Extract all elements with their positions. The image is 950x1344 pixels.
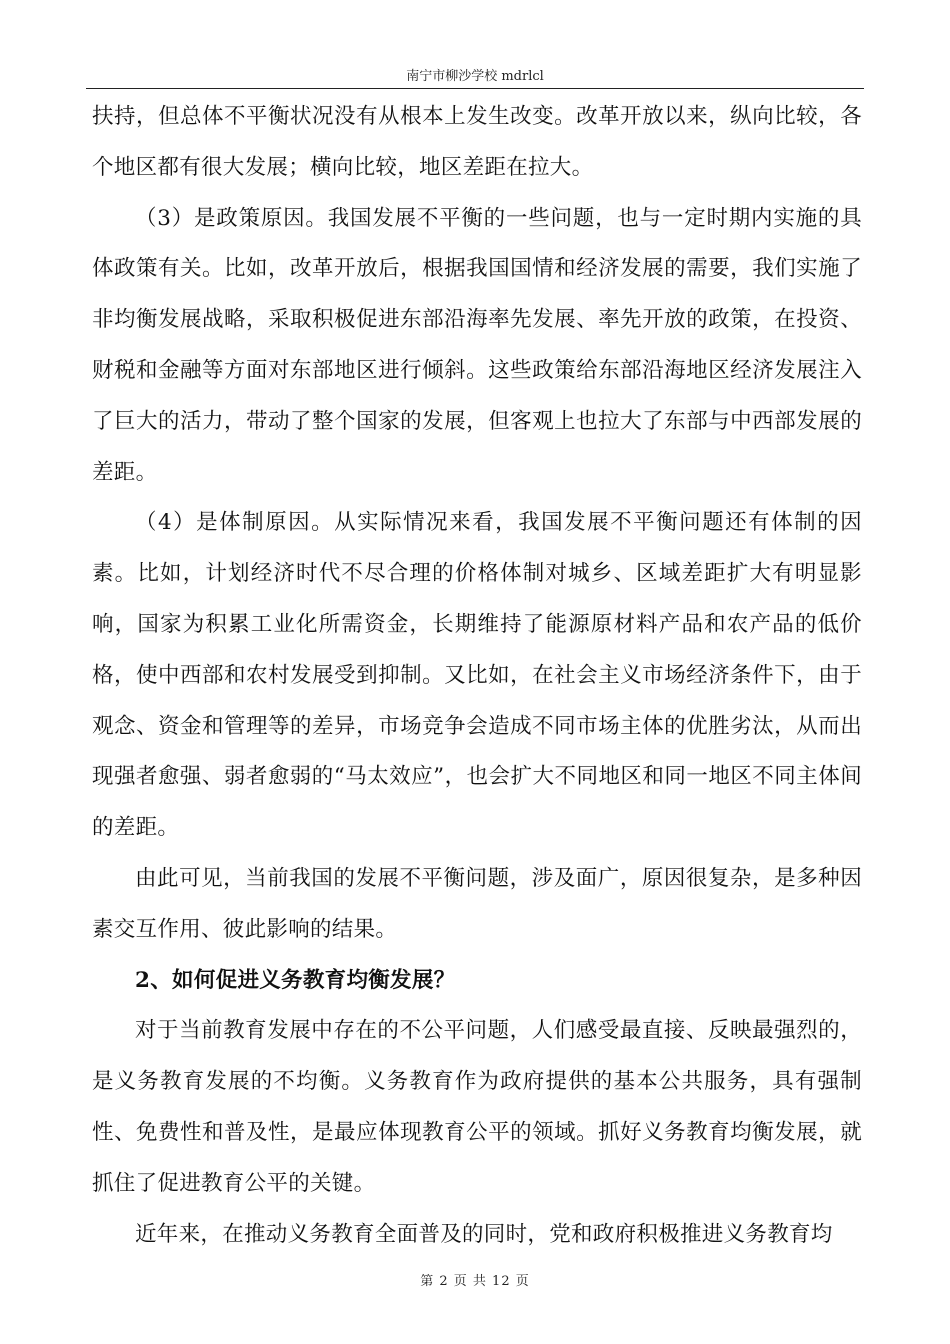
paragraph-recent-years: 近年来，在推动义务教育全面普及的同时，党和政府积极推进义务教育均 bbox=[135, 1221, 833, 1247]
section-heading: 2、如何促进义务教育均衡发展？ bbox=[135, 967, 456, 993]
paragraph-conclusion: 由此可见，当前我国的发展不平衡问题，涉及面广，原因很复杂，是多种因素交互作用、彼此影响的结果。 bbox=[92, 865, 862, 942]
paragraph-continuation: 扶持，但总体不平衡状况没有从根本上发生改变。改革开放以来，纵向比较，各个地区都有很大发展；横向比较，地区差距在拉大。 bbox=[92, 104, 862, 180]
document-body bbox=[92, 92, 862, 1260]
paragraph-compulsory-education: 对于当前教育发展中存在的不公平问题，人们感受最直接、反映最强烈的，是义务教育发展的不均衡。义务教育作为政府提供的基本公共服务，具有强制性、免费性和普及性，是最应体现教育公平的领域。抓好义务教育均衡发展，就抓住了促进教育公平的关键。 bbox=[92, 1018, 862, 1196]
page-header: 南宁市柳沙学校 mdrlcl bbox=[86, 66, 864, 89]
paragraph-policy-reason: （3）是政策原因。我国发展不平衡的一些问题，也与一定时期内实施的具体政策有关。比如，改革开放后，根据我国国情和经济发展的需要，我们实施了非均衡发展战略，采取积极促进东部沿海率先发展、率先开放的政策，在投资、财税和金融等方面对东部地区进行倾斜。这些政策给东部沿海地区经济发展注入了巨大的活力，带动了整个国家的发展，但客观上也拉大了东部与中西部发展的差距。 bbox=[92, 205, 862, 485]
paragraph-institutional-reason: （4）是体制原因。从实际情况来看，我国发展不平衡问题还有体制的因素。比如，计划经济时代不尽合理的价格体制对城乡、区域差距扩大有明显影响，国家为积累工业化所需资金，长期维持了能源原材料产品和农产品的低价格，使中西部和农村发展受到抑制。又比如，在社会主义市场经济条件下，由于观念、资金和管理等的差异，市场竞争会造成不同市场主体的优胜劣汰，从而出现强者愈强、弱者愈弱的“马太效应”，也会扩大不同地区和同一地区不同主体间的差距。 bbox=[92, 510, 862, 841]
page-footer: 第 2 页 共 12 页 bbox=[420, 1274, 530, 1289]
